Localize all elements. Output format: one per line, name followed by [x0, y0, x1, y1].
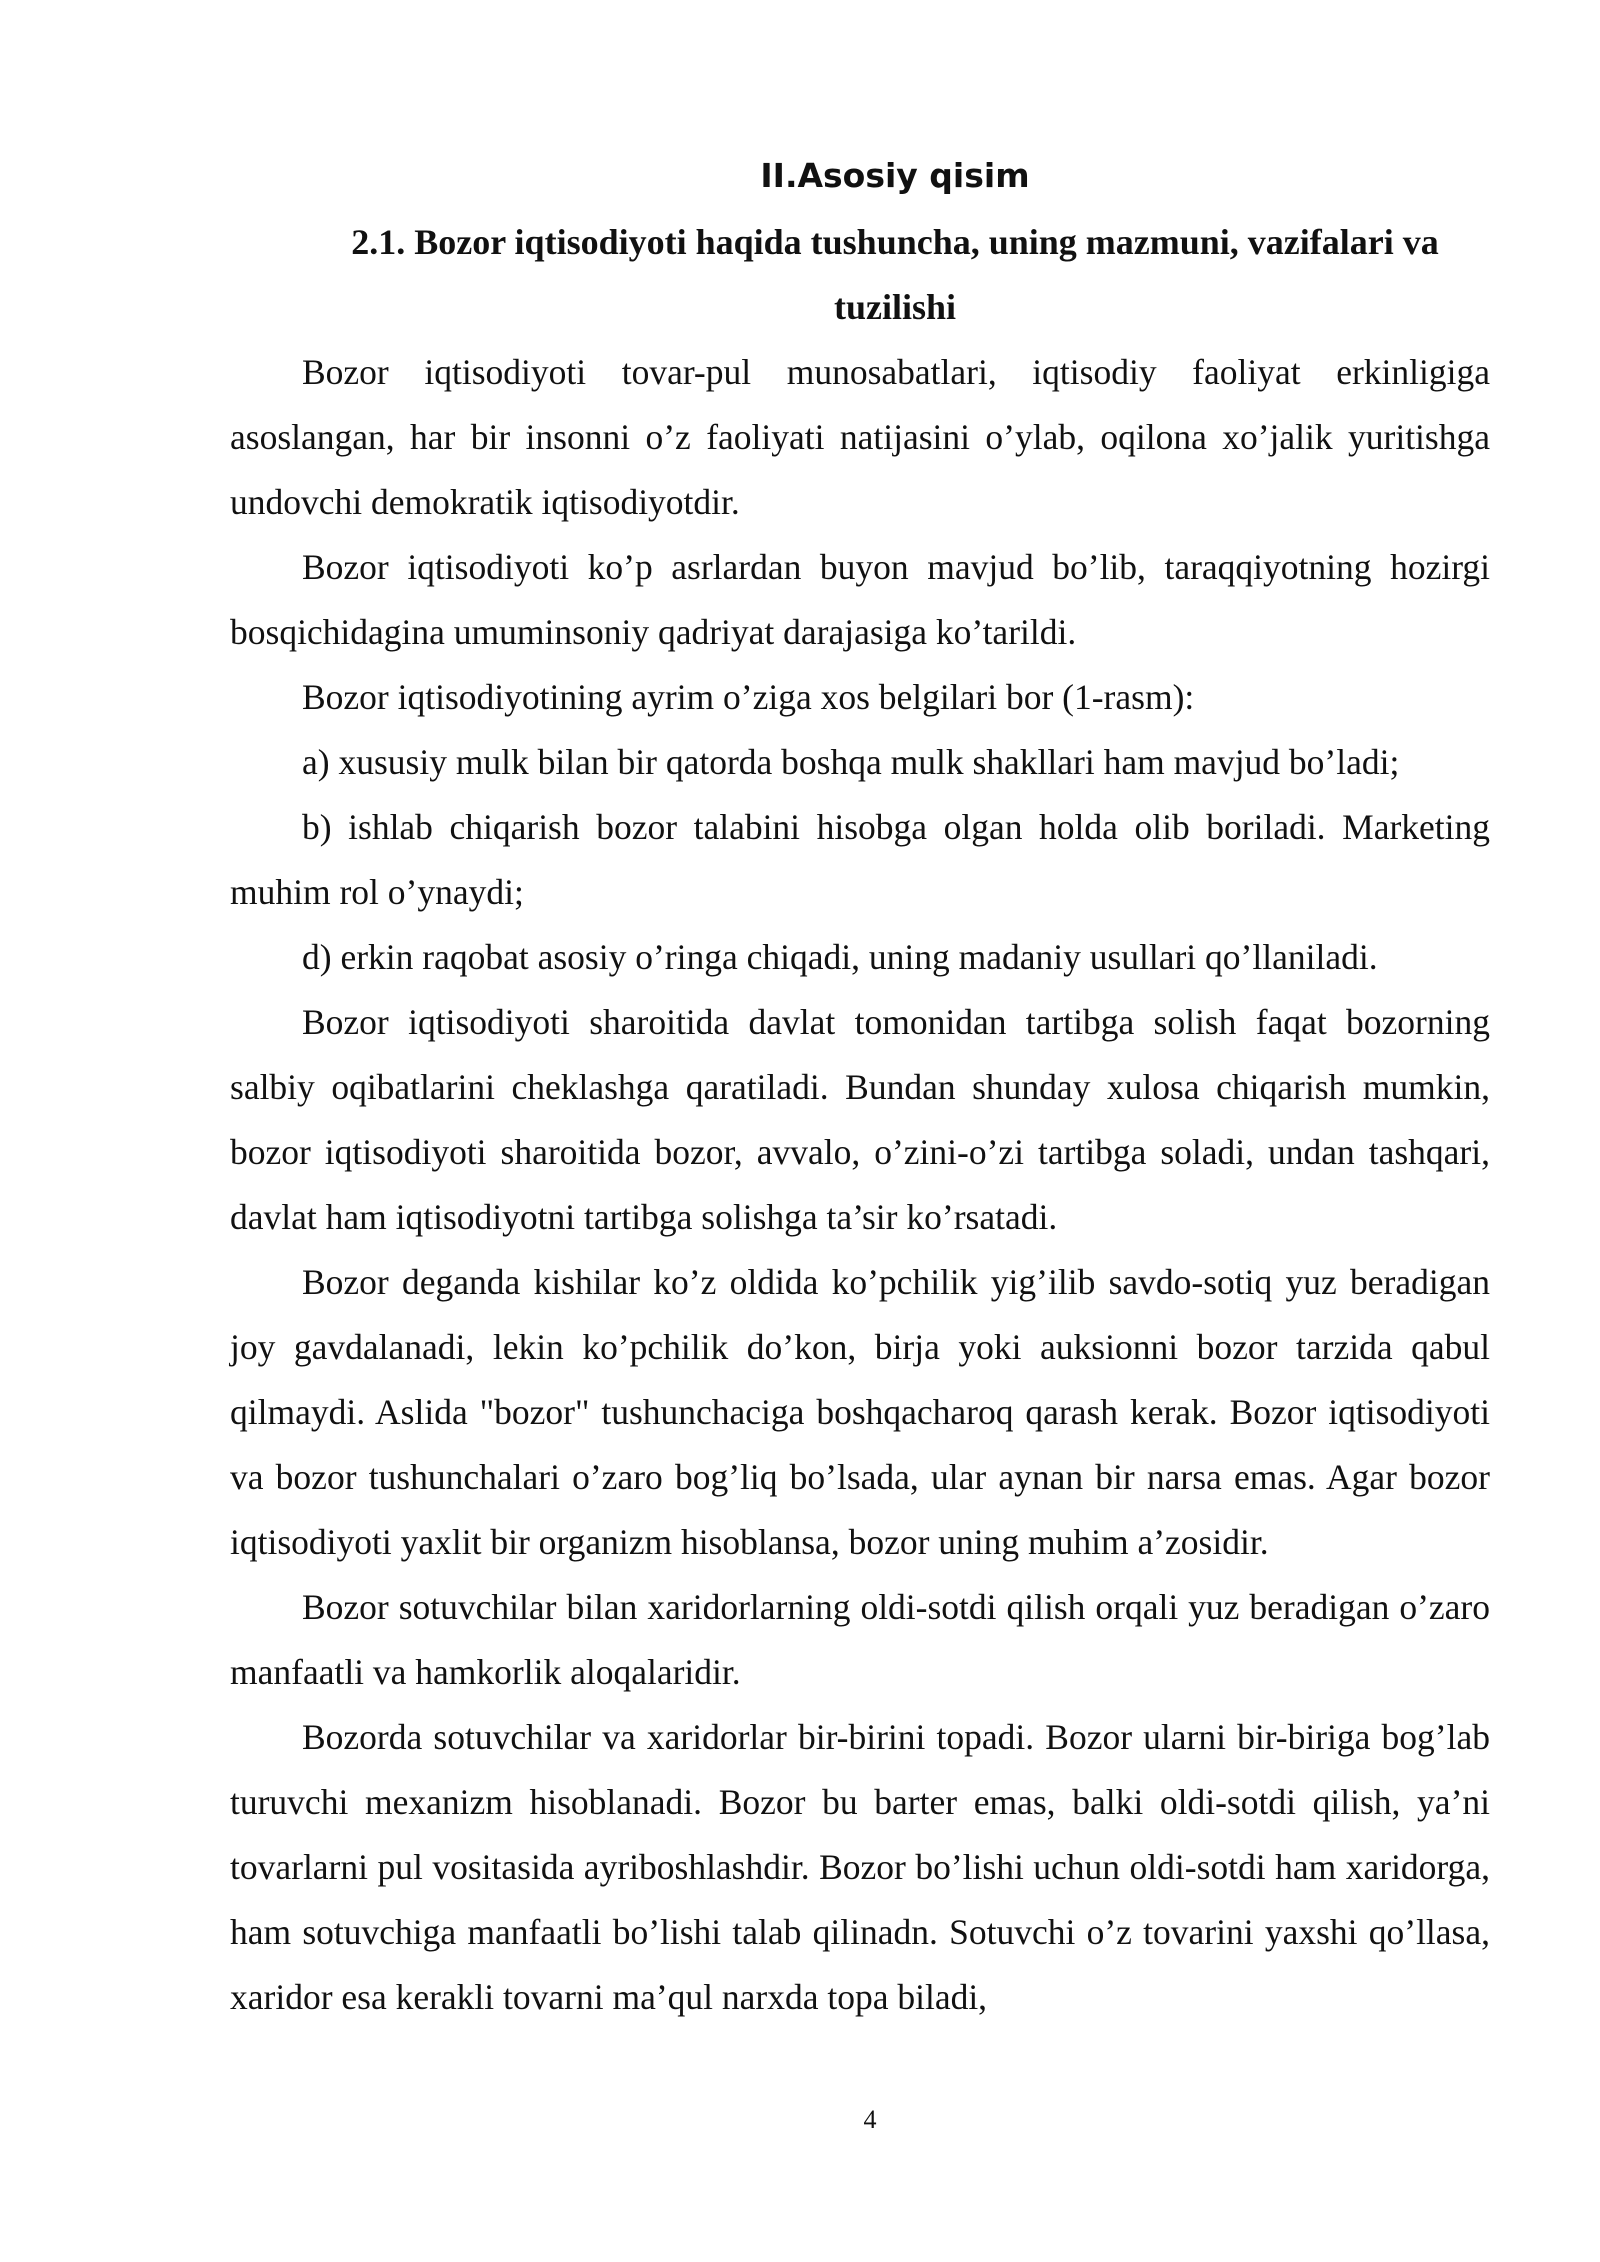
body-text: [230, 340, 1490, 2030]
paragraph: Bozorda sotuvchilar va xaridorlar bir-birini topadi. Bozor ularni bir-biriga bog’lab turuvchi mexanizm hisoblanadi. Bozor bu barter emas, balki oldi-sotdi qilish, ya’ni tovarlarni pul vositasida ayriboshlashdir. Bozor bo’lishi uchun oldi-sotdi ham xaridorga, ham sotuvchiga manfaatli bo’lishi talab qilinadn. Sotuvchi o’z tovarini yaxshi qo’llasa, xaridor esa kerakli tovarni ma’qul narxda topa biladi,: [230, 1717, 1490, 2017]
section-title: II.Asosiy qisim: [760, 156, 1030, 195]
page-number: 4: [863, 2105, 877, 2134]
paragraph: Bozor iqtisodiyoti ko’p asrlardan buyon mavjud bo’lib, taraqqiyotning hozirgi bosqichidagina umuminsoniy qadriyat darajasiga ko’tarildi.: [230, 547, 1490, 652]
list-item: a) xususiy mulk bilan bir qatorda boshqa mulk shakllari ham mavjud bo’ladi;: [302, 742, 1400, 782]
paragraph: Bozor sotuvchilar bilan xaridorlarning oldi-sotdi qilish orqali yuz beradigan o’zaro manfaatli va hamkorlik aloqalaridir.: [230, 1587, 1490, 1692]
list-item: d) erkin raqobat asosiy o’ringa chiqadi, uning madaniy usullari qo’llaniladi.: [302, 937, 1378, 977]
paragraph: Bozor iqtisodiyotining ayrim o’ziga xos belgilari bor (1-rasm):: [302, 677, 1195, 717]
paragraph: Bozor iqtisodiyoti tovar-pul munosabatlari, iqtisodiy faoliyat erkinligiga asoslangan, har bir insonni o’z faoliyati natijasini o’ylab, oqilona xo’jalik yuritishga undovchi demokratik iqtisodiyotdir.: [230, 352, 1490, 522]
paragraph: Bozor iqtisodiyoti sharoitida davlat tomonidan tartibga solish faqat bozorning salbiy oqibatlarini cheklashga qaratiladi. Bundan shunday xulosa chiqarish mumkin, bozor iqtisodiyoti sharoitida bozor, avvalo, o’zini-o’zi tartibga soladi, undan tashqari, davlat ham iqtisodiyotni tartibga solishga ta’sir ko’rsatadi.: [230, 1002, 1490, 1237]
subsection-title: 2.1. Bozor iqtisodiyoti haqida tushuncha, uning mazmuni, vazifalari va tuzilishi: [351, 222, 1439, 327]
list-item: b) ishlab chiqarish bozor talabini hisobga olgan holda olib boriladi. Marketing muhim rol o’ynaydi;: [230, 807, 1490, 912]
paragraph: Bozor deganda kishilar ko’z oldida ko’pchilik yig’ilib savdo-sotiq yuz beradigan joy gavdalanadi, lekin ko’pchilik do’kon, birja yoki auksionni bozor tarzida qabul qilmaydi. Aslida "bozor" tushunchaciga boshqacharoq qarash kerak. Bozor iqtisodiyoti va bozor tushunchalari o’zaro bog’liq bo’lsada, ular aynan bir narsa emas. Agar bozor iqtisodiyoti yaxlit bir organizm hisoblansa, bozor uning muhim a’zosidir.: [230, 1262, 1490, 1562]
